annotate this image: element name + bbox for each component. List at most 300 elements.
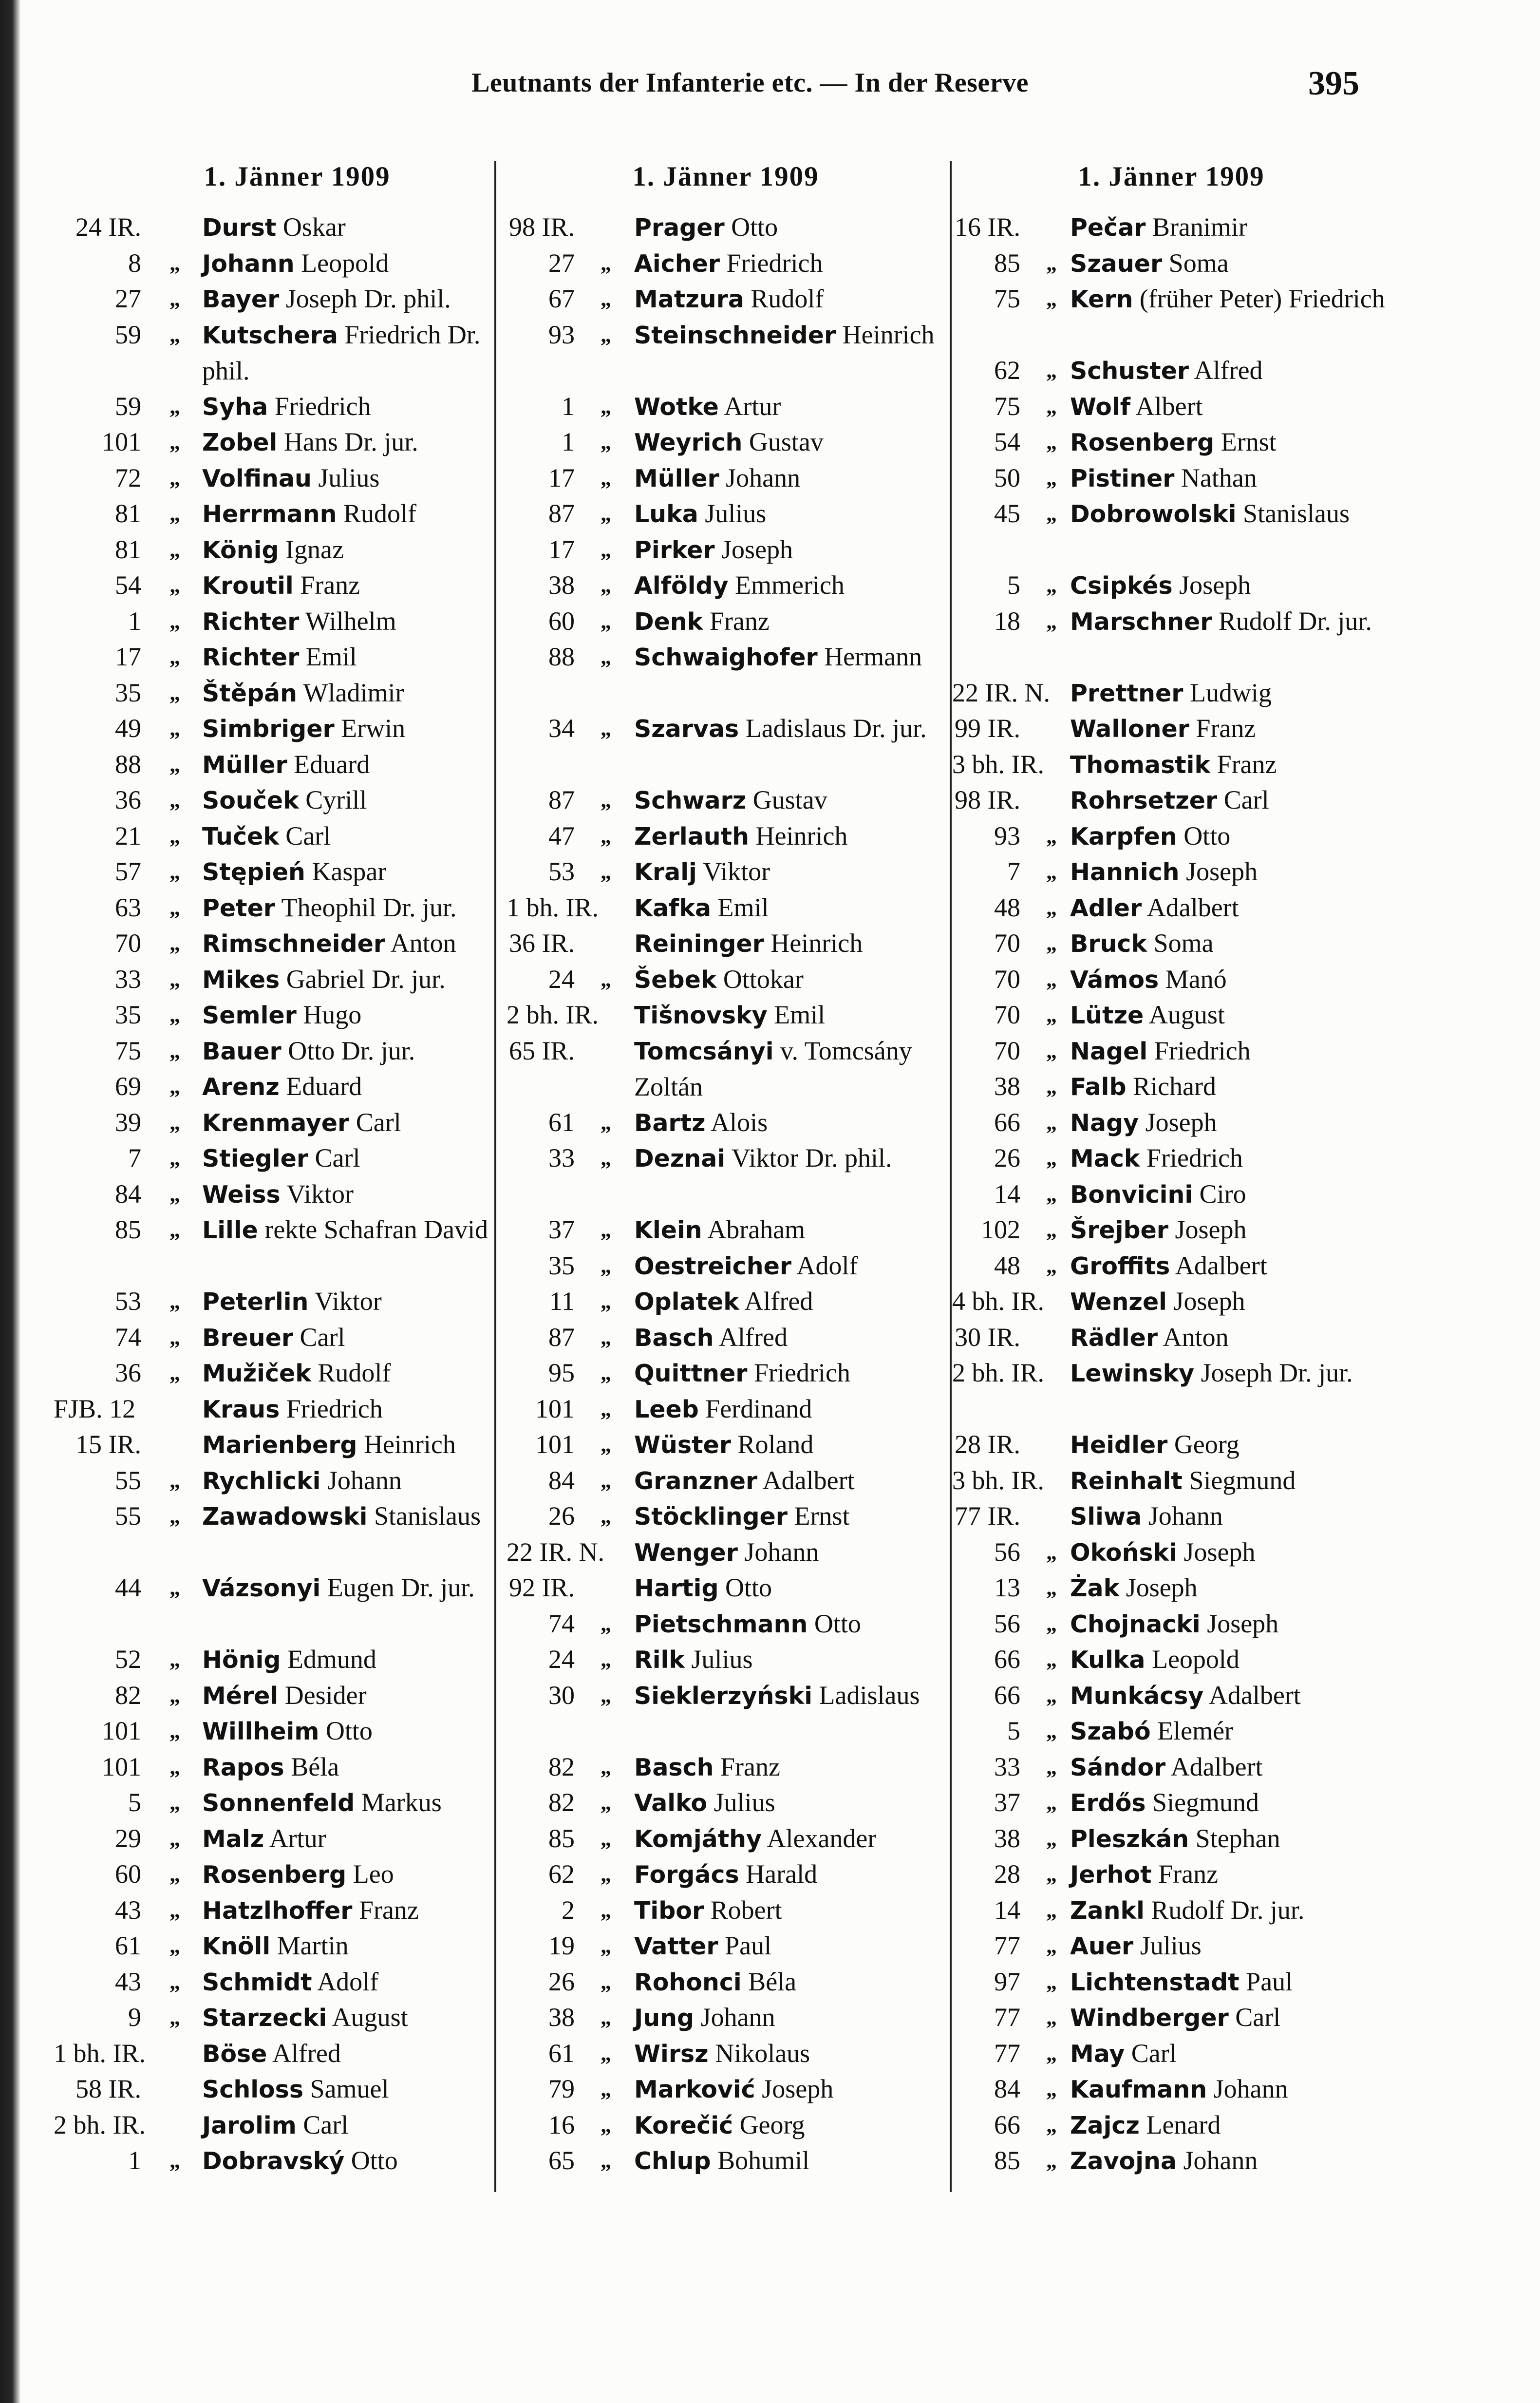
officer-name <box>634 1498 951 1535</box>
list-item <box>952 1248 1390 1284</box>
unit-number: 1 <box>562 427 575 456</box>
officer-name <box>202 2000 524 2036</box>
officer-name <box>1070 997 1391 1034</box>
unit-number: 8 <box>128 248 141 278</box>
given-name: Harald <box>746 1859 818 1889</box>
running-header: Leutnants der Infanterie etc. — In der Reserve <box>471 68 1029 98</box>
list-item <box>507 496 945 532</box>
list-item <box>54 1391 521 1427</box>
unit-number: 66 <box>994 2110 1020 2139</box>
unit-number: 84 <box>115 1179 141 1209</box>
surname: Stöcklinger <box>634 1503 788 1531</box>
ditto-mark: „ <box>1046 824 1057 848</box>
surname: Richter <box>202 643 300 671</box>
list-item <box>507 389 945 425</box>
officer-name <box>1070 1498 1391 1535</box>
given-name: Manó <box>1165 964 1227 994</box>
surname: Wenzel <box>1070 1288 1167 1316</box>
unit-number: 62 <box>994 356 1020 385</box>
list-item <box>507 1534 945 1570</box>
surname: Wirsz <box>634 2040 709 2068</box>
officer-name <box>202 1391 524 1428</box>
unit-number: 60 <box>115 1859 141 1889</box>
given-name: Ernst <box>794 1501 850 1531</box>
unit-number: 82 <box>548 1788 575 1817</box>
given-name: Joseph <box>1207 1608 1279 1638</box>
list-item <box>507 711 945 782</box>
surname: Falb <box>1070 1073 1127 1101</box>
surname: Breuer <box>202 1324 294 1352</box>
officer-name <box>634 246 951 282</box>
officer-name <box>202 2036 524 2072</box>
given-name: Samuel <box>310 2074 389 2103</box>
list-item <box>507 1892 945 1929</box>
officer-name <box>634 1140 951 1177</box>
unit-number: 1 bh. IR. <box>54 2038 146 2068</box>
surname: Souček <box>202 787 299 814</box>
given-name: Julius <box>1140 1931 1202 1960</box>
given-name: Carl <box>300 1322 345 1352</box>
given-name: Gustav <box>752 785 827 814</box>
unit-number: 39 <box>115 1107 141 1137</box>
unit-number: 77 <box>994 2038 1020 2068</box>
officer-name <box>202 1427 524 1463</box>
surname: Stępień <box>202 858 305 886</box>
list-item <box>507 782 945 818</box>
given-name: Alfred <box>744 1287 813 1316</box>
list-item <box>952 389 1390 425</box>
given-name: Siegmund <box>1152 1788 1259 1817</box>
unit-number: 81 <box>115 499 141 528</box>
officer-name <box>634 1355 951 1392</box>
list-item <box>507 1606 945 1642</box>
officer-name <box>202 854 524 890</box>
ditto-mark: „ <box>601 609 611 633</box>
surname: Bruck <box>1070 930 1147 958</box>
officer-name <box>634 496 951 532</box>
list-item <box>507 1320 945 1356</box>
surname: Mack <box>1070 1145 1140 1173</box>
ditto-mark: „ <box>169 1755 180 1779</box>
officer-name <box>202 2143 524 2179</box>
given-name: Alfred <box>272 2038 341 2068</box>
unit-number: 77 <box>994 1931 1020 1960</box>
given-name: Martin <box>277 1931 349 1960</box>
surname: Rilk <box>634 1646 685 1674</box>
surname: Szarvas <box>634 715 739 743</box>
list-item <box>952 1821 1390 1857</box>
unit-number: 33 <box>548 1143 575 1173</box>
officer-name <box>202 675 524 712</box>
surname: Wenger <box>634 1538 738 1567</box>
ditto-mark: „ <box>601 1146 611 1170</box>
officer-name <box>1070 1749 1391 1786</box>
unit-number: 5 <box>1007 570 1020 600</box>
ditto-mark: „ <box>1046 1683 1057 1707</box>
unit-number: 93 <box>548 320 575 349</box>
officer-name <box>1070 1642 1391 1678</box>
list-item <box>952 711 1390 747</box>
surname: Erdős <box>1070 1789 1146 1817</box>
list-item <box>507 1964 945 2000</box>
list-item <box>952 281 1390 353</box>
surname: Rimschneider <box>202 930 386 958</box>
given-name: Carl <box>1235 2003 1281 2032</box>
unit-number: 37 <box>548 1215 575 1244</box>
officer-name <box>1070 1355 1391 1392</box>
unit-number: 92 IR. <box>509 1573 575 1602</box>
given-name: Alexander <box>767 1823 877 1853</box>
unit-number: 16 <box>548 2110 575 2139</box>
ditto-mark: „ <box>1046 1075 1057 1098</box>
given-name: Julius <box>714 1788 775 1817</box>
surname: Durst <box>202 214 277 242</box>
unit-number: 7 <box>128 1143 141 1173</box>
unit-number: 85 <box>548 1823 575 1853</box>
ditto-mark: „ <box>169 609 180 633</box>
unit-number: 67 <box>548 284 575 313</box>
officer-name <box>634 1534 951 1571</box>
surname: Groffits <box>1070 1252 1170 1280</box>
officer-name <box>1070 2071 1391 2108</box>
unit-number: 2 <box>562 1895 575 1925</box>
given-name: Nathan <box>1181 463 1257 492</box>
ditto-mark: „ <box>601 1504 611 1528</box>
unit-number: 98 IR. <box>509 212 575 242</box>
surname: Müller <box>202 751 287 779</box>
surname: Pečar <box>1070 214 1146 242</box>
ditto-mark: „ <box>169 824 180 848</box>
list-item <box>952 890 1390 926</box>
surname: Lütze <box>1070 1002 1144 1029</box>
list-item <box>73 424 521 460</box>
entry-list <box>54 209 521 2179</box>
ditto-mark: „ <box>1046 1826 1057 1851</box>
list-item <box>507 1427 945 1463</box>
surname: Rychlicki <box>202 1467 321 1495</box>
unit-number: 3 bh. IR. <box>952 1465 1044 1495</box>
unit-number: 79 <box>548 2074 575 2103</box>
list-item <box>73 604 521 640</box>
unit-number: 33 <box>115 964 141 994</box>
unit-number: 101 <box>102 1752 141 1781</box>
ditto-mark: „ <box>1046 1791 1057 1815</box>
given-name: Hans Dr. jur. <box>283 427 418 456</box>
given-name: rekte Schafran David <box>264 1215 488 1244</box>
officer-name <box>1070 1284 1391 1320</box>
officer-name <box>202 962 524 998</box>
unit-number: 36 IR. <box>509 928 575 958</box>
unit-number: 101 <box>102 1716 141 1745</box>
officer-name <box>634 1105 951 1141</box>
surname: Denk <box>634 607 703 636</box>
ditto-mark: „ <box>169 1934 180 1958</box>
unit-number: 33 <box>994 1752 1020 1781</box>
given-name: Joseph <box>1126 1573 1198 1602</box>
ditto-mark: „ <box>601 1289 611 1313</box>
officer-name <box>202 1176 524 1213</box>
officer-name <box>1070 460 1391 497</box>
ditto-mark: „ <box>169 251 180 275</box>
officer-name <box>202 1785 524 1821</box>
surname: Bauer <box>202 1037 282 1065</box>
unit-number: 85 <box>994 248 1020 278</box>
list-item <box>73 2143 521 2179</box>
given-name: Soma <box>1153 928 1214 958</box>
surname: Dobravský <box>202 2147 345 2175</box>
officer-name <box>634 209 951 246</box>
surname: Marschner <box>1070 607 1212 636</box>
given-name: Ignaz <box>285 534 344 564</box>
ditto-mark: „ <box>169 1898 180 1922</box>
unit-number: 82 <box>115 1680 141 1710</box>
unit-number: 15 IR. <box>75 1430 141 1459</box>
list-item <box>952 1140 1390 1176</box>
ditto-mark: „ <box>1046 2113 1057 2137</box>
surname: Krenmayer <box>202 1109 350 1137</box>
officer-name <box>634 997 951 1034</box>
unit-number: 70 <box>994 1000 1020 1029</box>
unit-number: 87 <box>548 1322 575 1352</box>
unit-number: 19 <box>548 1931 575 1960</box>
column-1 <box>54 161 521 2197</box>
surname: Malz <box>202 1825 264 1853</box>
list-item <box>73 1140 521 1176</box>
officer-name <box>1070 1606 1391 1643</box>
list-item <box>507 890 945 926</box>
officer-name <box>1070 854 1391 890</box>
unit-number: 48 <box>994 892 1020 922</box>
officer-name <box>634 926 951 962</box>
officer-name <box>634 604 951 640</box>
unit-number: 84 <box>994 2074 1020 2103</box>
unit-number: 81 <box>115 534 141 564</box>
ditto-mark: „ <box>1046 895 1057 920</box>
ditto-mark: „ <box>1046 1755 1057 1779</box>
surname: Chojnacki <box>1070 1610 1201 1638</box>
ditto-mark: „ <box>1046 1540 1057 1564</box>
ditto-mark: „ <box>601 1862 611 1886</box>
given-name: Bohumil <box>717 2146 810 2175</box>
given-name: Joseph Dr. phil. <box>285 284 451 313</box>
unit-number: 82 <box>548 1752 575 1781</box>
ditto-mark: „ <box>1046 609 1057 633</box>
list-item <box>952 1713 1390 1749</box>
surname: Wolf <box>1070 393 1131 421</box>
officer-name <box>202 711 524 747</box>
given-name: Otto <box>731 212 778 242</box>
ditto-mark: „ <box>169 2006 180 2029</box>
surname: Lille <box>202 1216 258 1244</box>
ditto-mark: „ <box>169 502 180 526</box>
given-name: Elemér <box>1157 1716 1234 1745</box>
officer-name <box>1070 209 1391 246</box>
unit-number: 17 <box>548 534 575 564</box>
list-item <box>952 1427 1390 1463</box>
list-item <box>507 962 945 998</box>
ditto-mark: „ <box>169 967 180 991</box>
given-name: Otto <box>351 2146 398 2175</box>
officer-name <box>202 1713 524 1750</box>
list-item <box>54 2036 521 2072</box>
surname: Windberger <box>1070 2004 1229 2032</box>
officer-name <box>202 1678 524 1714</box>
list-item <box>507 532 945 568</box>
officer-name <box>634 281 951 318</box>
officer-name <box>634 1749 951 1786</box>
given-name: Eugen Dr. jur. <box>327 1573 475 1602</box>
ditto-mark: „ <box>601 1253 611 1278</box>
given-name: Lenard <box>1146 2110 1221 2139</box>
surname: Rosenberg <box>1070 429 1215 456</box>
given-name: Adalbert <box>762 1465 855 1495</box>
given-name: Johann <box>1148 1501 1223 1531</box>
surname: Okoński <box>1070 1538 1178 1567</box>
list-item <box>952 2071 1390 2107</box>
officer-name <box>202 209 524 246</box>
unit-number: 21 <box>115 821 141 851</box>
unit-number: 1 <box>128 2146 141 2175</box>
given-name: Emil <box>305 642 357 671</box>
unit-number: 36 <box>115 785 141 814</box>
given-name: Heinrich <box>842 320 935 349</box>
list-item <box>952 1355 1390 1427</box>
given-name: Ludwig <box>1189 678 1272 707</box>
unit-number: 37 <box>994 1788 1020 1817</box>
ditto-mark: „ <box>169 2149 180 2173</box>
given-name: August <box>1148 1000 1225 1029</box>
ditto-mark: „ <box>1046 466 1057 490</box>
officer-name <box>1070 1463 1391 1499</box>
unit-number: 30 IR. <box>955 1322 1020 1352</box>
list-item <box>73 209 521 246</box>
officer-name <box>202 1069 524 1105</box>
unit-number: 62 <box>548 1859 575 1889</box>
given-name: Ciro <box>1199 1179 1246 1209</box>
surname: Kafka <box>634 894 712 922</box>
list-item <box>507 1248 945 1284</box>
list-item <box>73 1964 521 2000</box>
officer-name <box>634 389 951 425</box>
unit-number: 27 <box>115 284 141 313</box>
given-name: Franz <box>709 606 770 636</box>
surname: Bartz <box>634 1109 706 1137</box>
officer-name <box>634 1570 951 1607</box>
list-item <box>73 1856 521 1892</box>
surname: Rosenberg <box>202 1861 347 1889</box>
unit-number: 84 <box>548 1465 575 1495</box>
surname: Korečić <box>634 2111 733 2139</box>
given-name: Friedrich <box>753 1358 850 1387</box>
unit-number: 88 <box>115 749 141 779</box>
list-item <box>507 2036 945 2072</box>
unit-number: 17 <box>548 463 575 492</box>
given-name: Carl <box>285 821 331 851</box>
given-name: v. Tomcsány Zoltán <box>634 1036 912 1101</box>
surname: Kutschera <box>202 321 338 349</box>
officer-name <box>202 1892 524 1929</box>
ditto-mark: „ <box>601 717 611 740</box>
ditto-mark: „ <box>1046 1218 1057 1242</box>
ditto-mark: „ <box>601 1397 611 1421</box>
surname: Simbriger <box>202 715 335 743</box>
surname: Pistiner <box>1070 464 1175 492</box>
officer-name <box>634 2107 951 2144</box>
unit-number: 26 <box>548 1967 575 1996</box>
surname: Rapos <box>202 1753 284 1781</box>
list-item <box>507 2143 945 2179</box>
surname: Csipkés <box>1070 572 1173 600</box>
surname: Kralj <box>634 858 697 886</box>
surname: Syha <box>202 393 268 421</box>
surname: Šebek <box>634 965 717 994</box>
given-name: Joseph <box>1183 1537 1256 1567</box>
surname: Basch <box>634 1324 714 1352</box>
list-item <box>73 1284 521 1320</box>
list-item <box>54 2107 521 2143</box>
surname: Sliwa <box>1070 1503 1142 1531</box>
officer-name <box>1070 389 1391 425</box>
officer-name <box>634 460 951 497</box>
ditto-mark: „ <box>601 1898 611 1922</box>
list-item <box>507 1355 945 1391</box>
officer-name <box>1070 604 1391 640</box>
surname: Kaufmann <box>1070 2076 1207 2103</box>
unit-number: 1 bh. IR. <box>507 892 599 922</box>
unit-number: 26 <box>548 1501 575 1531</box>
list-item <box>952 1069 1390 1105</box>
surname: Sieklerzyński <box>634 1682 812 1710</box>
unit-number: 54 <box>994 427 1020 456</box>
list-item <box>952 962 1390 998</box>
unit-number: 47 <box>548 821 575 851</box>
officer-name <box>634 1642 951 1678</box>
ditto-mark: „ <box>601 1969 611 1994</box>
list-item <box>952 997 1390 1033</box>
list-item <box>952 1892 1390 1929</box>
list-item <box>507 604 945 640</box>
ditto-mark: „ <box>1046 931 1057 955</box>
list-item <box>952 1534 1390 1570</box>
given-name: Emil <box>717 892 769 922</box>
unit-number: 55 <box>115 1501 141 1531</box>
given-name: Béla <box>748 1967 797 1996</box>
surname: Marienberg <box>202 1431 357 1459</box>
list-item <box>73 1928 521 1964</box>
surname: Rädler <box>1070 1324 1158 1352</box>
unit-number: 70 <box>994 1036 1020 1065</box>
given-name: Carl <box>356 1107 401 1137</box>
list-item <box>507 209 945 246</box>
list-item <box>73 1821 521 1857</box>
given-name: Eduard <box>294 749 370 779</box>
surname: Vámos <box>1070 965 1159 994</box>
list-item <box>952 246 1390 282</box>
list-item <box>952 2143 1390 2179</box>
list-item <box>73 1176 521 1212</box>
list-item <box>73 1427 521 1463</box>
officer-name <box>202 424 524 461</box>
list-item <box>952 747 1390 783</box>
ditto-mark: „ <box>169 466 180 490</box>
list-item <box>73 818 521 854</box>
officer-name <box>634 1964 951 2001</box>
officer-name <box>1070 1140 1391 1177</box>
surname: Mužiček <box>202 1360 311 1387</box>
officer-name <box>202 568 524 604</box>
given-name: Alois <box>711 1107 768 1137</box>
list-item <box>73 568 521 604</box>
